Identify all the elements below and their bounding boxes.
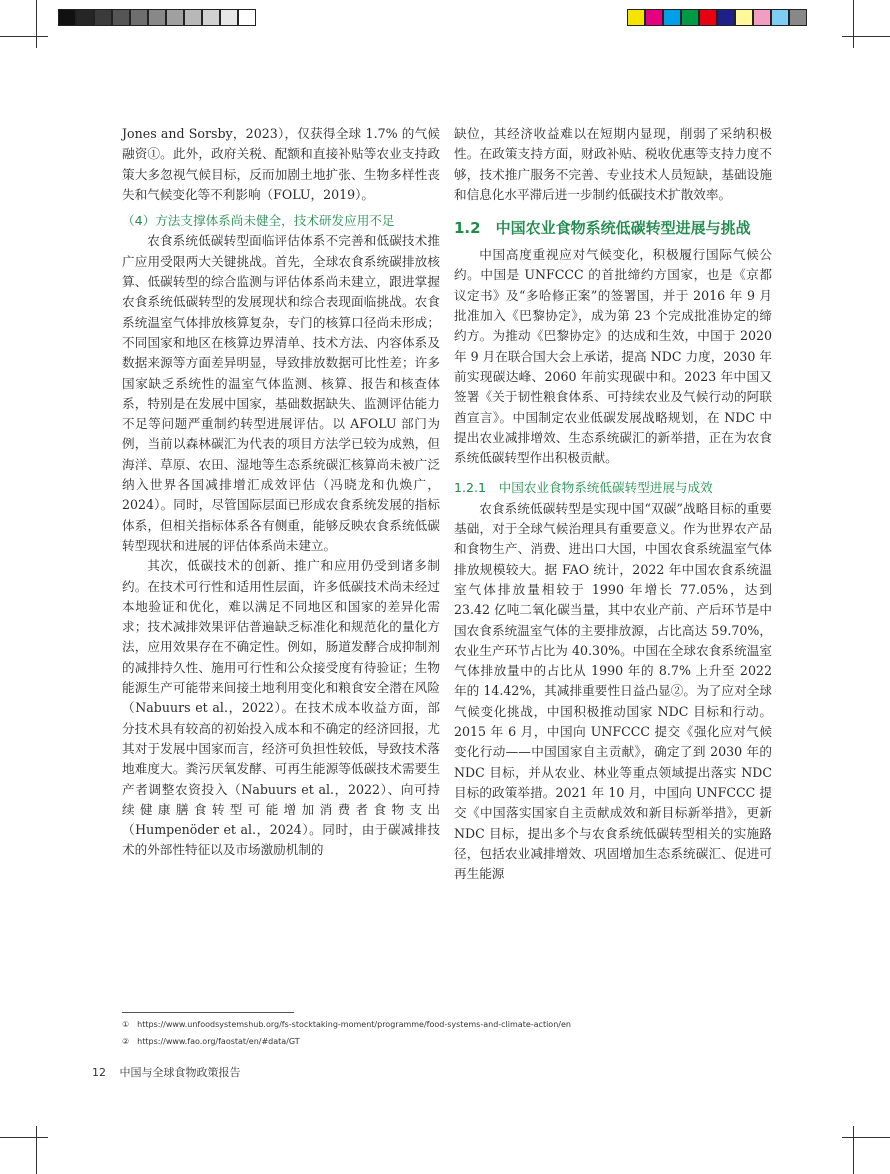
crop-mark-top-left-h	[0, 36, 48, 37]
color-swatch	[627, 9, 645, 26]
right-paragraph-2: 中国高度重视应对气候变化，积极履行国际气候公约。中国是 UNFCCC 的首批缔约方国家，也是《京都议定书》及“多哈修正案”的签署国，并于 2016 年 9 月批准加入《巴黎协定》，成为第 23 个完成批准协定的缔约方。为推动《巴黎协定》的达成和生效，中国于 2020 年 9 月在联合国大会上承诺，提高 NDC 力度，2030 年前实现碳达峰、2060 年前实现碳中和。2023 年中国又签署《关于韧性粮食体系、可持续农业及气候行动的阿联酋宣言》。中国制定农业低碳发展战略规划，在 NDC 中提出农业减排增效、生态系统碳汇的新举措，正在为农食系统低碳转型作出积极贡献。	[454, 247, 772, 466]
right-paragraph-1: 缺位，其经济收益难以在短期内显现，削弱了采纳积极性。在政策支持方面，财政补贴、税收优惠等支持力度不够，技术推广服务不完善、专业技术人员短缺，基础设施和信息化水平滞后进一步制约低碳技术扩散效率。	[454, 126, 772, 202]
crop-mark-bottom-left-h	[0, 1137, 48, 1138]
footnote-divider	[122, 1012, 294, 1013]
gray-swatch	[94, 9, 112, 26]
crop-mark-top-right-h	[842, 36, 890, 37]
left-column	[122, 124, 440, 861]
color-swatch	[789, 9, 807, 26]
color-registration-bar	[627, 9, 807, 26]
color-swatch	[699, 9, 717, 26]
color-swatch	[771, 9, 789, 26]
report-title: 中国与全球食物政策报告	[119, 1066, 241, 1079]
gray-swatch	[58, 9, 76, 26]
page-number: 12	[92, 1066, 106, 1079]
crop-mark-bottom-right-v	[853, 1126, 854, 1174]
gray-registration-bar	[58, 9, 256, 26]
gray-swatch	[130, 9, 148, 26]
gray-swatch	[112, 9, 130, 26]
crop-mark-top-left-v	[36, 0, 37, 48]
gray-swatch	[220, 9, 238, 26]
crop-mark-top-right-v	[853, 0, 854, 48]
section-title: 1.2 中国农业食物系统低碳转型进展与挑战	[454, 219, 751, 238]
gray-swatch	[202, 9, 220, 26]
left-paragraph-2: 农食系统低碳转型面临评估体系不完善和低碳技术推广应用受限两大关键挑战。首先，全球农食系统碳排放核算、低碳转型的综合监测与评估体系尚未建立，跟进掌握农食系统低碳转型的发展现状和综合表现面临挑战。农食系统温室气体排放核算复杂，专门的核算口径尚未形成；不同国家和地区在核算边界清单、技术方法、内容体系及数据来源等方面差异明显，导致排放数据可比性差；许多国家缺乏系统性的温室气体监测、核算、报告和核查体系，特别是在发展中国家，基础数据缺失、监测评估能力不足等问题严重制约转型进展评估。以 AFOLU 部门为例，当前以森林碳汇为代表的项目方法学已较为成熟，但海洋、草原、农田、湿地等生态系统碳汇核算尚未被广泛纳入世界各国减排增汇成效评估（冯晓龙和仇焕广，2024）。同时，尽管国际层面已形成农食系统发展的指标体系，但相关指标体系各有侧重，能够反映农食系统低碳转型现状和进展的评估体系尚未建立。	[122, 233, 440, 553]
color-swatch	[663, 9, 681, 26]
gray-swatch	[76, 9, 94, 26]
footnote-1: ① https://www.unfoodsystemshub.org/fs-stocktaking-moment/programme/food-systems-and-climate-action/en	[122, 1020, 571, 1029]
crop-mark-bottom-right-h	[842, 1137, 890, 1138]
crop-mark-bottom-left-v	[36, 1126, 37, 1174]
gray-swatch	[166, 9, 184, 26]
right-column	[454, 124, 772, 884]
footnote-2: ② https://www.fao.org/faostat/en/#data/GT	[122, 1037, 300, 1046]
right-paragraph-3: 农食系统低碳转型是实现中国“双碳”战略目标的重要基础，对于全球气候治理具有重要意义。作为世界农产品和食物生产、消费、进出口大国，中国农食系统温室气体排放规模较大。据 FAO 统计，2022 年中国农食系统温室气体排放量相较于 1990 年增长 77.05%，达到 23.42 亿吨二氧化碳当量，其中农业产前、产后环节是中国农食系统温室气体的主要排放源，占比高达 59.70%，农业生产环节占比为 40.30%。中国在全球农食系统温室气体排放量中的占比从 1990 年的 8.7% 上升至 2022 年的 14.42%，其减排重要性日益凸显②。为了应对全球气候变化挑战，中国积极推动国家 NDC 目标和行动。2015 年 6 月，中国向 UNFCCC 提交《强化应对气候变化行动——中国国家自主贡献》，确定了到 2030 年的 NDC 目标，并从农业、林业等重点领域提出落实 NDC 目标的政策举措。2021 年 10 月，中国向 UNFCCC 提交《中国落实国家自主贡献成效和新目标新举措》，更新 NDC 目标，提出多个与农食系统低碳转型相关的实施路径，包括农业减排增效、巩固增加生态系统碳汇、促进可再生能源	[454, 500, 772, 882]
subsection-title: 1.2.1 中国农业食物系统低碳转型进展与成效	[454, 480, 713, 496]
color-swatch	[717, 9, 735, 26]
gray-swatch	[184, 9, 202, 26]
left-paragraph-1: Jones and Sorsby，2023），仅获得全球 1.7% 的气候融资①。此外，政府关税、配额和直接补贴等农业支持政策大多忽视气候目标，反而加剧土地扩张、生物多样性丧失和气候变化等不利影响（FOLU，2019）。	[122, 126, 440, 202]
color-swatch	[681, 9, 699, 26]
left-subheading: （4）方法支撑体系尚未健全，技术研发应用不足	[122, 213, 395, 229]
color-swatch	[645, 9, 663, 26]
color-swatch	[735, 9, 753, 26]
gray-swatch	[238, 9, 256, 26]
gray-swatch	[148, 9, 166, 26]
page-footer	[92, 1064, 241, 1080]
left-paragraph-3: 其次，低碳技术的创新、推广和应用仍受到诸多制约。在技术可行性和适用性层面，许多低碳技术尚未经过本地验证和优化，难以满足不同地区和国家的差异化需求；技术减排效果评估普遍缺乏标准化和规范化的量化方法，应用效果存在不确定性。例如，肠道发酵合成抑制剂的减排持久性、施用可行性和公众接受度有待验证；生物能源生产可能带来间接土地利用变化和粮食安全潜在风险（Nabuurs et al.，2022）。在技术成本收益方面，部分技术具有较高的初始投入成本和不确定的经济回报，尤其对于发展中国家而言，经济可负担性较低，导致技术落地难度大。粪污厌氧发酵、可再生能源等低碳技术需要生产者调整农资投入（Nabuurs et al.，2022）、向可持续健康膳食转型可能增加消费者食物支出（Humpenöder et al.，2024）。同时，由于碳减排技术的外部性特征以及市场激励机制的	[122, 558, 440, 858]
color-swatch	[753, 9, 771, 26]
